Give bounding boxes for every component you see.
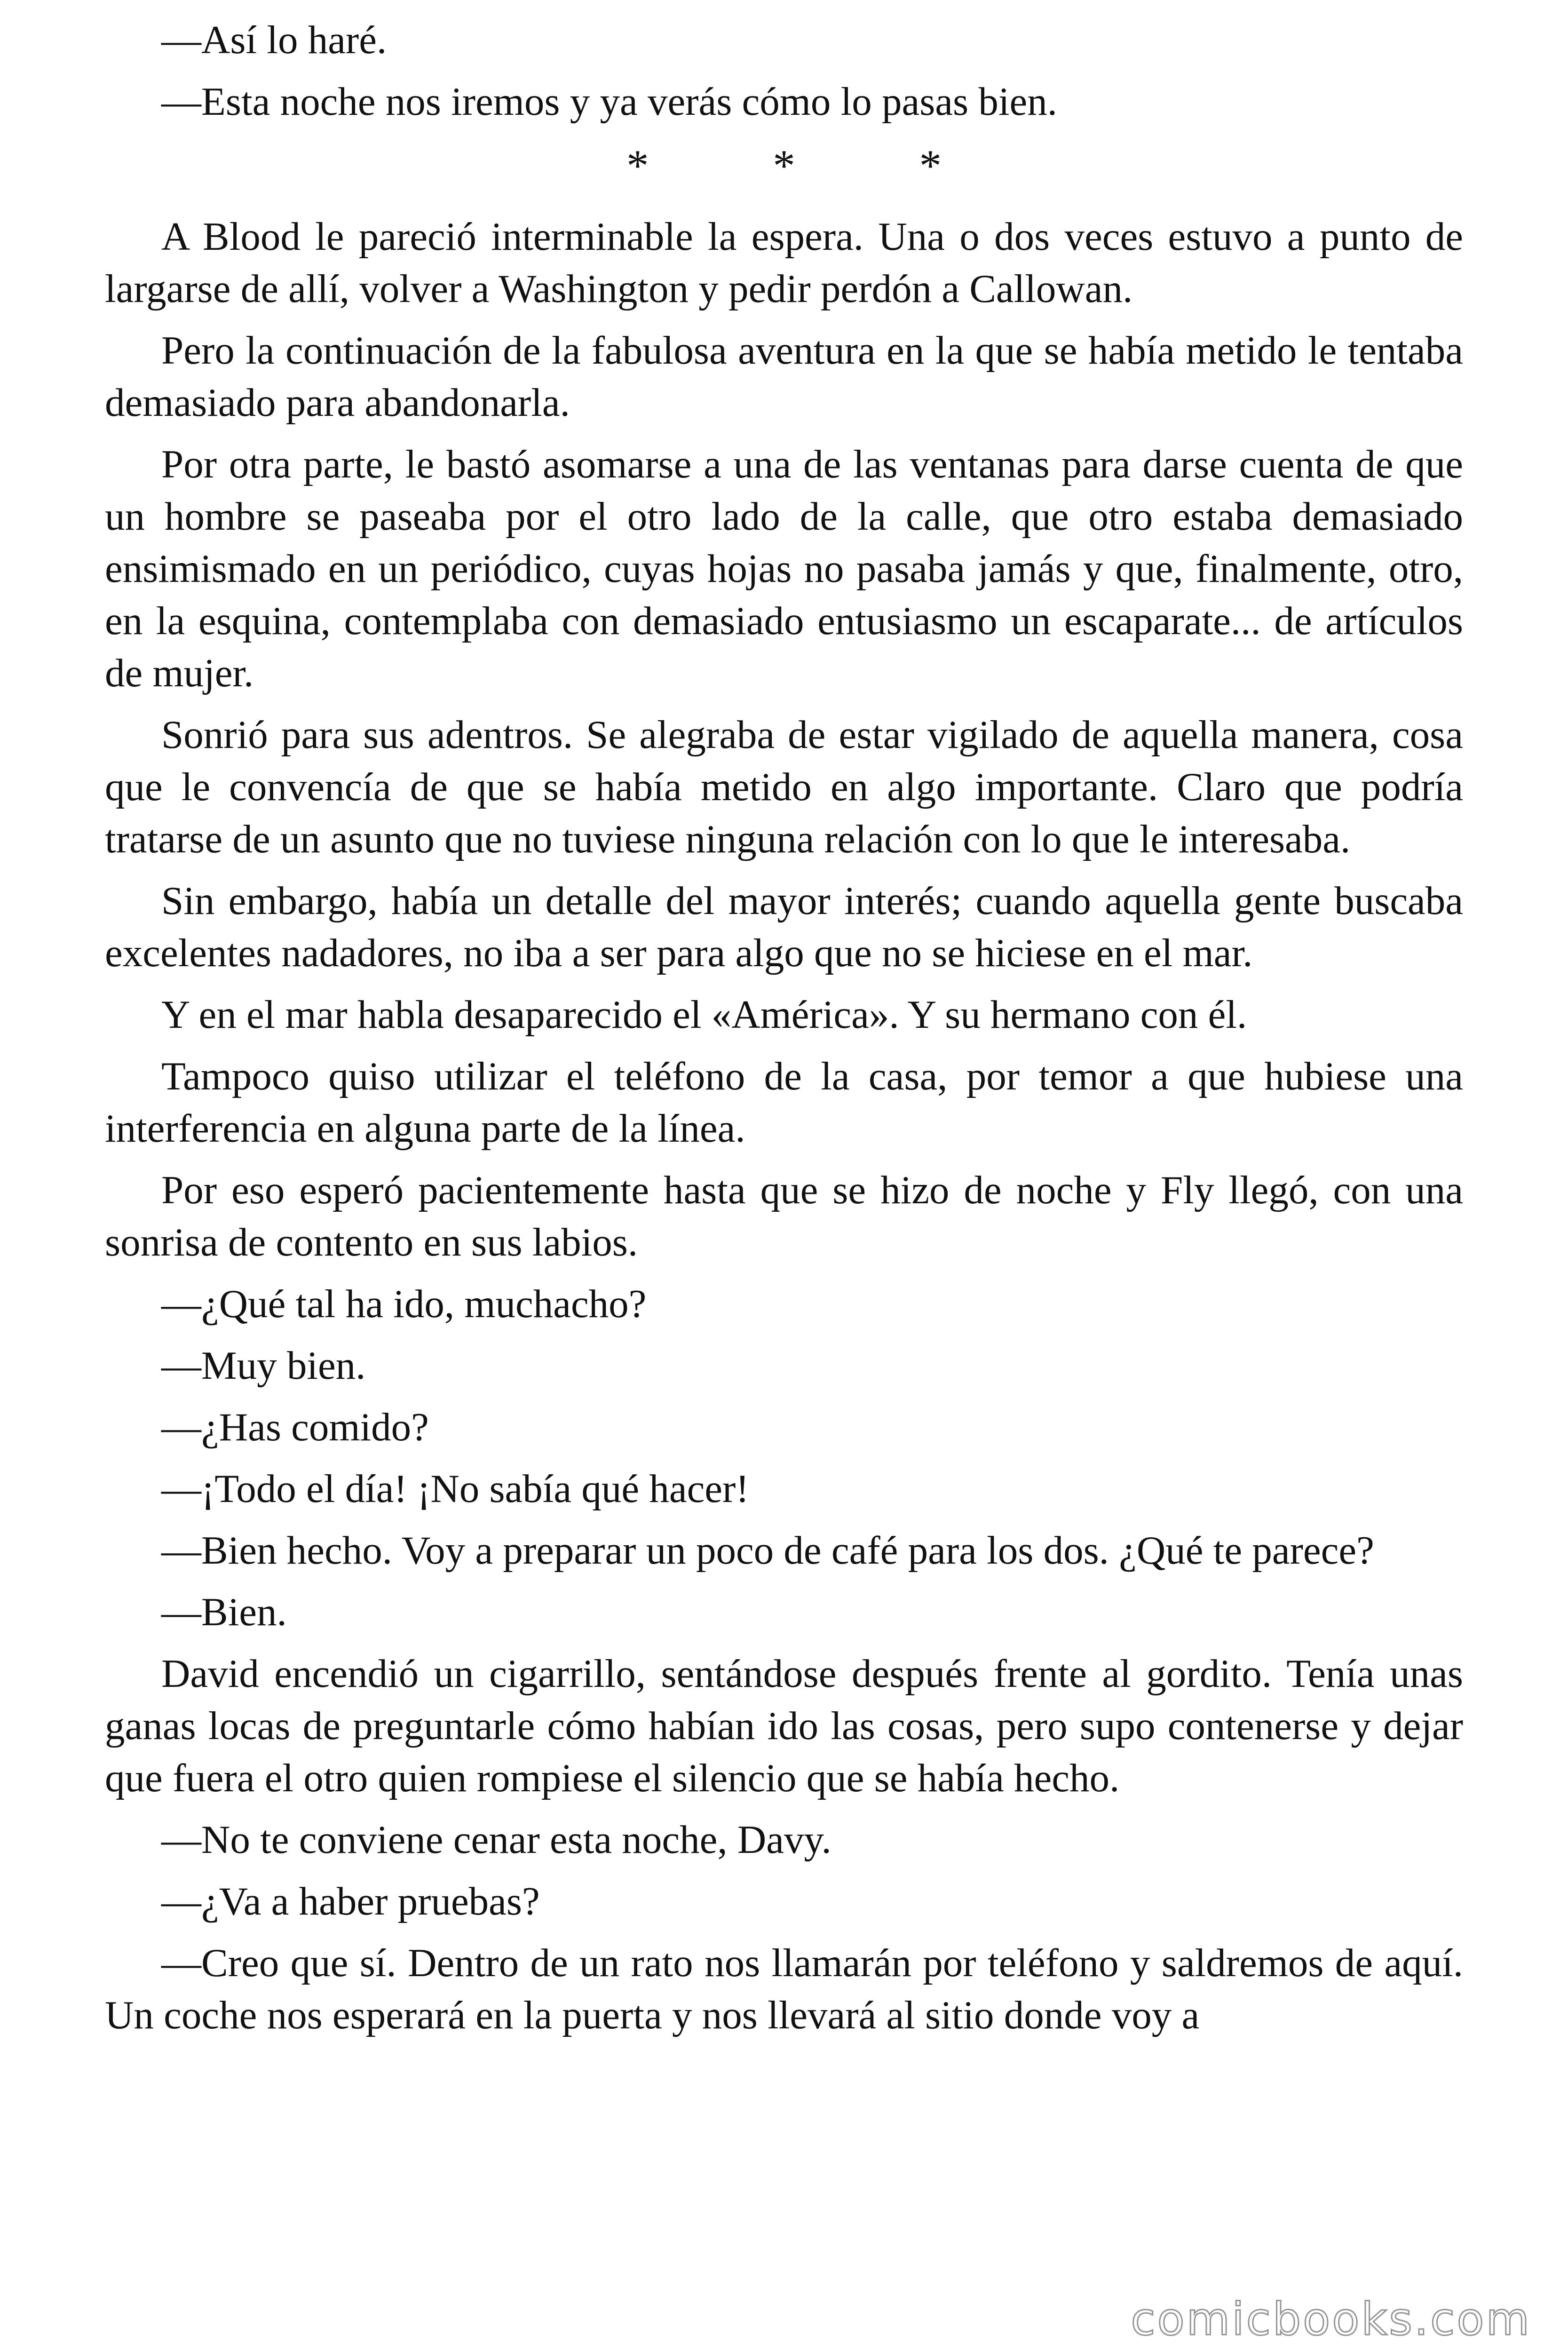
dialogue-line: —Muy bien.: [161, 1343, 366, 1388]
dialogue-line: —¿Va a haber pruebas?: [161, 1879, 540, 1923]
paragraph: Sin embargo, había un detalle del mayor interés; cuando aquella gente buscaba excelentes nadadores, no iba a ser para algo que no se hiciese en el mar.: [105, 879, 1463, 975]
page-text: [105, 14, 1463, 2051]
paragraph: Sonrió para sus adentros. Se alegraba de estar vigilado de aquella manera, cosa que le convencía de que se había metido en algo importante. Claro que podría tratarse de un asunto que no tuviese ninguna relación con lo que le interesaba.: [105, 713, 1463, 861]
paragraph: David encendió un cigarrillo, sentándose después frente al gordito. Tenía unas ganas locas de preguntarle cómo habían ido las cosas, pero supo contenerse y dejar que fuera el otro quien rompiese el silencio que se había hecho.: [105, 1652, 1463, 1800]
paragraph: Por otra parte, le bastó asomarse a una de las ventanas para darse cuenta de que un hombre se paseaba por el otro lado de la calle, que otro estaba demasiado ensimismado en un periódico, cuyas hojas no pasaba jamás y que, finalmente, otro, en la esquina, contemplaba con demasiado entusiasmo un escaparate... de artículos de mujer.: [105, 442, 1463, 695]
paragraph: Y en el mar habla desaparecido el «América». Y su hermano con él.: [161, 993, 1247, 1037]
dialogue-line: —¡Todo el día! ¡No sabía qué hacer!: [161, 1467, 749, 1511]
paragraph: Pero la continuación de la fabulosa aventura en la que se había metido le tentaba demasiado para abandonarla.: [105, 328, 1463, 425]
dialogue-line: —Bien hecho. Voy a preparar un poco de café para los dos. ¿Qué te parece?: [161, 1528, 1374, 1573]
site-watermark: comicbooks.com: [1131, 2294, 1531, 2345]
paragraph: Tampoco quiso utilizar el teléfono de la casa, por temor a que hubiese una interferencia en alguna parte de la línea.: [105, 1054, 1463, 1151]
dialogue-line: —¿Qué tal ha ido, muchacho?: [161, 1282, 647, 1326]
dialogue-line: —Esta noche nos iremos y ya verás cómo lo pasas bien.: [161, 79, 1057, 124]
paragraph: Por eso esperó pacientemente hasta que se hizo de noche y Fly llegó, con una sonrisa de contento en sus labios.: [105, 1168, 1463, 1264]
dialogue-line: —Creo que sí. Dentro de un rato nos llamarán por teléfono y saldremos de aquí. Un coche nos esperará en la puerta y nos llevará al sitio donde voy a: [105, 1941, 1463, 2037]
paragraph: A Blood le pareció interminable la espera. Una o dos veces estuvo a punto de largarse de allí, volver a Washington y pedir perdón a Callowan.: [105, 215, 1463, 311]
dialogue-line: —Así lo haré.: [161, 18, 387, 62]
section-separator: * * *: [626, 141, 998, 191]
dialogue-line: —No te conviene cenar esta noche, Davy.: [161, 1818, 832, 1862]
dialogue-line: —Bien.: [161, 1590, 287, 1634]
dialogue-line: —¿Has comido?: [161, 1405, 429, 1449]
